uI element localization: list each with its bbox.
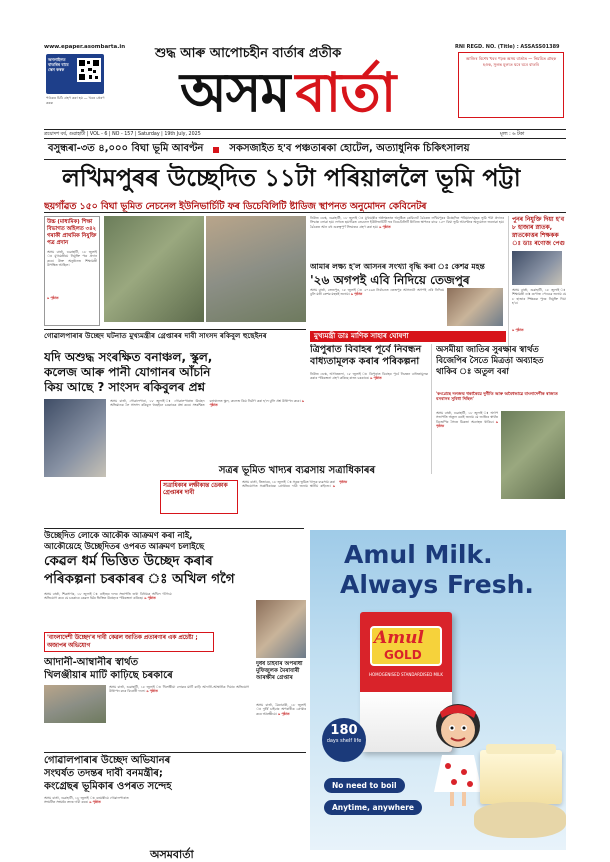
akhil-cont[interactable]: ৯ পৃষ্ঠাত <box>144 596 156 601</box>
tagline: শুদ্ধ আৰু আপোচহীন বাৰ্তাৰ প্ৰতীক <box>155 46 342 61</box>
arrest-headline[interactable]: দুৰ্ধৰ্ষ চাইবাৰ অপৰাধী মুফিজুলক মৈৰাবাৰী আৰক্ষীৰ গ্ৰেপ্তাৰ <box>256 661 303 681</box>
forest-headline-2[interactable]: সংঘৰ্ষত তদন্তৰ দাবী বনমন্ত্ৰীৰ; <box>44 768 163 779</box>
atul-bora-caption: 'কংগ্ৰেছে দলজন্ম থকাকৈয়ে দুৰ্নীতি আৰু অবৈধভাৱে বাংলাদেশীক ৰাজ্যত বসবাসৰ সুবিধা দিছিল' <box>436 391 558 402</box>
lead-body <box>310 216 504 260</box>
amul-ad[interactable] <box>310 530 566 850</box>
rakibul-headline-3[interactable]: কিয় আছে ? সাংসদ ৰকিবুলৰ প্ৰশ্ন <box>44 380 206 394</box>
info-line: ত্ৰয়োদশ বৰ্ষ, গুৱাহাটী | VOL - 6 | NO - 157 | Saturday | 19th July, 2025 <box>44 132 201 137</box>
website-url[interactable]: www.epaper.asombarta.in <box>44 44 126 50</box>
lead-body-text: নিউজ ডেস্ক, গুৱাহাটী, ১৮ জুলাই ঃ মুখ্যমন্ত্ৰীৰ অধ্যক্ষতাত অনুষ্ঠিত কেবিনেট বৈঠকত লখিমপুৰৰ উচ্ছেদিত পৰিয়ালসমূহক ভূমি পট্টা প্ৰদানৰ সিদ্ধান্ত লোৱা হয়। লগতে ছয়গাঁৱত নেচনেল ইউনিভাৰ্চিটি ফৰ ডিচেবিলিটি ষ্টাডিজ স্থাপনৰ বাবে ১৫০ বিঘা ভূমি আবণ্টনৰ অনুমোদন জনোৱা হয়। বৈঠকত আন বহু গুৰুত্বপূৰ্ণ সিদ্ধান্তও গ্ৰহণ কৰা হয়। <box>310 216 504 229</box>
forest-headline-3[interactable]: কংগ্ৰেছৰ ভূমিকাৰ ওপৰত সন্দেহ <box>44 781 172 792</box>
rakibul-headline-2[interactable]: কলেজ আৰু পানী যোগানৰ আঁচনি <box>44 365 211 379</box>
right-column-cont[interactable]: ৯ পৃষ্ঠাত <box>512 328 524 332</box>
satra-sub-box <box>160 480 238 514</box>
mid-rule-3 <box>44 752 306 753</box>
qr-box <box>46 54 104 94</box>
adani-headline-1[interactable]: আদানী-আম্বানীৰ স্বাৰ্থত <box>44 657 139 668</box>
tripura-body-text: নিউজ ডেস্ক, আগৰতলা, ১৮ জুলাই ঃ ত্ৰিপুৰাত বিবাহৰ পূৰ্বে নিবন্ধন বাধ্যতামূলক কৰাৰ পৰিকল্পনা গ্ৰহণ কৰিছে ৰাজ্য চৰকাৰে। <box>310 372 428 381</box>
forest-body <box>44 796 306 836</box>
satra-body <box>242 480 432 514</box>
title-part-2: বাৰ্তা <box>295 61 396 124</box>
teaser-separator <box>213 147 219 153</box>
promo-text: আজিৰ বিশেষ খবৰ পঢ়ক অসম বাৰ্তাত — নিয়মিত গ্ৰাহক হওক, সুলভ মূল্যত ঘৰে ঘৰে বাতৰি <box>465 56 557 67</box>
satra-cont[interactable]: ৯ পৃষ্ঠাত <box>332 480 348 489</box>
carton-brand: Amul <box>374 628 424 648</box>
right-column-photo <box>512 251 562 285</box>
qr-badge-text: অনলাইনত বাতৰিৰ বাবে স্কেন কৰক <box>48 57 69 72</box>
teaser-rule <box>44 159 566 160</box>
adani-body <box>109 685 249 723</box>
regd-number: RNI REGD. NO. (Title) : ASSASS01389 <box>455 44 560 50</box>
tripura-headline[interactable]: ত্ৰিপুৰাত বিবাহৰ পূৰ্বে নিবন্ধন বাধ্যতামূলক কৰাৰ পৰিকল্পনা <box>310 344 422 367</box>
lead-rule <box>44 212 566 213</box>
agp-cont[interactable]: ৯ পৃষ্ঠাত <box>350 292 363 297</box>
ad-line-1: Amul Milk. <box>344 540 493 569</box>
agp-headline-2[interactable]: '২৬ অগপই এবি নিদিয়ে তেজপুৰ <box>310 273 470 287</box>
forest-body-text: অসম বাৰ্তা, গুৱাহাটী, ১৮ জুলাই ঃ বনমন্ত্ৰীয়ে গোৱালপাৰাত সংঘটিত সংঘৰ্ষৰ তদন্ত দাবী কৰে। <box>44 796 129 805</box>
masthead-rule <box>44 129 566 130</box>
adani-cont[interactable]: ৯ পৃষ্ঠাত <box>146 689 158 694</box>
shelf-life-text: days shelf life <box>326 738 362 744</box>
info-rule <box>44 138 566 139</box>
tripura-cont[interactable]: ৯ পৃষ্ঠাত <box>370 376 382 381</box>
mid-rule-1 <box>44 329 306 330</box>
arrest-cont[interactable]: ৯ পৃষ্ঠাত <box>277 711 290 716</box>
forest-story <box>44 754 306 850</box>
agp-story <box>310 262 504 328</box>
carton-variant: GOLD <box>384 648 422 662</box>
forest-headline-1[interactable]: গোৱালপাৰাৰ উচ্ছেদ অভিযানৰ <box>44 755 171 766</box>
carton-variant-sub: HOMOGENISED STANDARDISED MILK <box>368 672 444 677</box>
quote-text: 'বাংলাদেশী উচ্ছেদ'ৰ দাবী কেৱল জাতিক প্ৰতাৰণাৰ এক প্ৰচেষ্টা ; অজাপৰ অভিযোগ <box>47 635 198 649</box>
rakibul-body-text: অসম বাৰ্তা, গোৱালপাৰা, ১৮ জুলাই ঃ গোৱালপাৰাত উচ্ছেদ অভিযানক লৈ সাংসদ ৰকিবুল হুছেইনে চৰকাৰক প্ৰশ্ন কৰে। সংৰক্ষিত বনাঞ্চলত স্কুল, কলেজ কিয় নিৰ্মাণ কৰা হ'ল বুলি প্ৰশ্ন উত্থাপন কৰে। <box>110 399 301 408</box>
atul-bora-photo <box>501 411 565 499</box>
adani-body-text: অসম বাৰ্তা, গুৱাহাটী, ১৮ জুলাই ঃ খিলঞ্জীয়া লোকৰ মাটি কাঢ়ি আদানী-আম্বানীক দিয়াৰ অভিযোগ উত্থাপন কৰে বিৰোধী দলে। <box>109 685 249 694</box>
tripura-story <box>310 344 432 474</box>
pill-anytime: Anytime, anywhere <box>324 800 422 815</box>
teaser-right[interactable]: সকসজাইত হ'ব পঞ্চতাৰকা হোটেল, অত্যাধুনিক চিকিৎসালয় <box>229 143 470 154</box>
arrest-body <box>256 703 306 743</box>
right-column-body: অসম বাৰ্তা, গুৱাহাটী, ১৮ জুলাই ঃ শিক্ষামন্ত্ৰী ডাঃ ৰণোজ পেগুৱে জনায় যে ৮ হাজাৰ শিক্ষকক পুনৰ নিযুক্তি দিয়া হ'ব। <box>512 288 566 306</box>
atul-bora-headline[interactable]: অসমীয়া জাতিৰ সুৰক্ষাৰ স্বাৰ্থত বিজেপিৰ সৈতে মিত্ৰতা অব্যাহত থাকিব ঃ অতুল বৰা <box>436 344 544 376</box>
lead-photo-2 <box>206 216 306 322</box>
amul-girl-icon <box>428 700 488 810</box>
akhil-headline-1[interactable]: কেৱল ধৰ্ম ভিত্তিত উচ্ছেদ কৰাৰ <box>44 553 213 569</box>
arrest-story <box>256 600 306 750</box>
arrest-body-text: অসম বাৰ্তা, মৈৰাবাৰী, ১৮ জুলাই ঃ দুৰ্ধৰ্ষ চাইবাৰ অপৰাধীক গ্ৰেপ্তাৰ কৰে আৰক্ষীয়ে। <box>256 703 306 716</box>
akhil-kicker-2[interactable]: আকৌয়েহে উচ্ছেদিতৰ ওপৰত আক্ৰমণ চলাইছে <box>44 541 205 551</box>
left-note: পাঠকৰ চিঠি গ্ৰহণ কৰা হয় — খবৰ প্ৰেৰণ কৰক <box>46 96 105 105</box>
goalpara-cm-headline[interactable]: গোৱালপাৰাৰ উচ্ছেদ ঘটনাত মুখ্যমন্ত্ৰীৰ গ্ৰেপ্তাৰৰ দাবী সাংসদ ৰকিবুল হুছেইনৰ <box>44 331 267 340</box>
forest-cont[interactable]: ৯ পৃষ্ঠাত <box>89 800 101 805</box>
rakibul-photo <box>44 399 106 477</box>
lead-subhead: ছয়গাঁৱত ১৫০ বিঘা ভূমিত নেচনেল ইউনিভাৰ্চিটি ফৰ ডিচেবিলিটি ষ্টাডিজ স্থাপনত অনুমোদন কেবিনেটৰ <box>44 201 427 212</box>
adani-headline-2[interactable]: খিলঞ্জীয়াৰ মাটি কাঢ়িছে চৰকাৰে <box>44 670 173 681</box>
atul-bora-body-text: অসম বাৰ্তা, গুৱাহাটী, ১৮ জুলাই ঃ অগপ সভাপতি অতুল বৰাই জনায় যে জাতিৰ স্বাৰ্থত বিজেপিৰ সৈতে মিত্ৰতা অব্যাহত থাকিব। <box>436 411 498 424</box>
right-column-title[interactable]: পুনৰ নিযুক্তি দিয়া হ'ব ৮ হাজাৰ স্নাতক, স্নাতকোত্তৰ শিক্ষকক ঃ ডাঃ ৰণোজ পেগু <box>512 216 565 247</box>
satra-story <box>160 464 434 526</box>
satra-body-text: অসম বাৰ্তা, তিতাবৰ, ১৮ জুলাই ঃ সত্ৰৰ ভূমিত খাদ্যৰ ব্যৱসায় কৰা অভিযোগত সত্ৰাধিকাৰক গ্ৰেপ্তাৰৰ দাবী জনায় স্থানীয় ৰাইজে। <box>242 480 335 489</box>
promo-box <box>458 52 564 118</box>
mid-rule-2 <box>44 528 304 529</box>
lead-photo-1 <box>104 216 204 322</box>
footer-brand: অসমবাৰ্তা <box>150 848 194 861</box>
title-part-1: অসম <box>180 61 290 124</box>
masthead-title <box>180 60 395 122</box>
shelf-life-badge <box>322 718 366 762</box>
satra-headline[interactable]: সত্ৰৰ ভূমিত খাদ্যৰ ব্যৱসায় সত্ৰাধিকাৰৰ <box>218 465 376 476</box>
tripura-flag: মুখ্যমন্ত্ৰী ডাঃ মাণিক সাহাৰ ঘোষণা <box>310 331 506 342</box>
atul-bora-body <box>436 411 498 499</box>
agp-photo <box>447 288 503 326</box>
ad-line-2: Always Fresh. <box>340 570 534 599</box>
satra-sub: সত্ৰাধিকাৰ লক্ষীকান্ত ডেকাক গ্ৰেপ্তাৰৰ দাবী <box>163 483 228 497</box>
adani-photo <box>44 685 106 723</box>
price: মূল্য : ৬ টকা <box>500 132 525 137</box>
teaser-left[interactable]: বসুন্ধৰা-৩ত ৪,০০০ বিঘা ভূমি আবণ্টন <box>48 143 204 154</box>
agp-headline-1[interactable]: আমাৰ লক্ষ্য হ'ল আসনৰ সংখ্যা বৃদ্ধি কৰা ঃ কেশৱ মহন্ত <box>310 262 485 271</box>
adani-story <box>44 656 252 726</box>
teacher-box <box>44 216 100 326</box>
akhil-body-text: অসম বাৰ্তা, শিৱসাগৰ, ১৮ জুলাই ঃ ৰাইজৰ দলৰ সভাপতি তথা বিধায়ক অখিল গগৈয়ে অভিযোগ কৰে যে চৰকাৰে কেৱল ধৰ্মৰ ভিত্তিত উচ্ছেদৰ পৰিকল্পনা কৰিছে। <box>44 592 172 601</box>
quote-box <box>44 632 214 652</box>
tripura-body <box>310 372 428 458</box>
lead-cont[interactable]: ৯ পৃষ্ঠাত <box>379 224 391 229</box>
teacher-box-cont[interactable]: ৯ পৃষ্ঠাত <box>47 296 59 300</box>
akhil-kicker-1[interactable]: উচ্ছেদিত লোকে আকৌক আক্ৰমণ কৰা নাই, <box>44 530 193 540</box>
rakibul-cont[interactable]: ৯ পৃষ্ঠাত <box>209 399 304 408</box>
agp-body <box>310 288 444 326</box>
akhil-headline-2[interactable]: পৰিকল্পনা চৰকাৰৰ ঃ অখিল গগৈ <box>44 571 235 587</box>
atul-bora-story <box>436 344 566 509</box>
teacher-box-body: অসম বাৰ্তা, গুৱাহাটী, ১৮ জুলাই ঃ মুখ্যমন্ত্ৰীয়ে নিযুক্তি পত্ৰ প্ৰদান কৰে। উক্ত অনুষ্ঠানত শিক্ষামন্ত্ৰী উপস্থিত আছিল। <box>47 250 97 268</box>
pill-no-boil: No need to boil <box>324 778 405 793</box>
arrest-photo <box>256 600 306 658</box>
qr-code-icon[interactable] <box>77 58 101 82</box>
lead-headline[interactable]: লখিমপুৰৰ উচ্ছেদিত ১১টা পৰিয়াললৈ ভূমি পট্টা <box>62 164 521 192</box>
shelf-life-number: 180 <box>330 723 358 738</box>
teacher-box-title[interactable]: উচ্চ (মাধ্যমিক) শিক্ষা বিভাগত অহিলত ৩৪২ গৰাকী প্ৰাথমিক নিযুক্তি পত্ৰ প্ৰদান <box>47 219 97 246</box>
rakibul-headline-1[interactable]: যদি অশুদ্ধ সংৰক্ষিত বনাঞ্চল, স্কুল, <box>44 350 213 364</box>
agp-body-text: অসম বাৰ্তা, তেজপুৰ, ১৮ জুলাই ঃ ২০২৬ৰ নিৰ্বাচনত তেজপুৰ আসনটো অগপই এৰি নিদিয়ে বুলি মন্ত্ৰী কেশৱ মহন্তই জনায়। <box>310 288 444 297</box>
atul-bora-cont[interactable]: ৯ পৃষ্ঠাত <box>436 419 498 429</box>
teaser-bar <box>44 141 566 158</box>
sweets-image <box>480 730 566 840</box>
